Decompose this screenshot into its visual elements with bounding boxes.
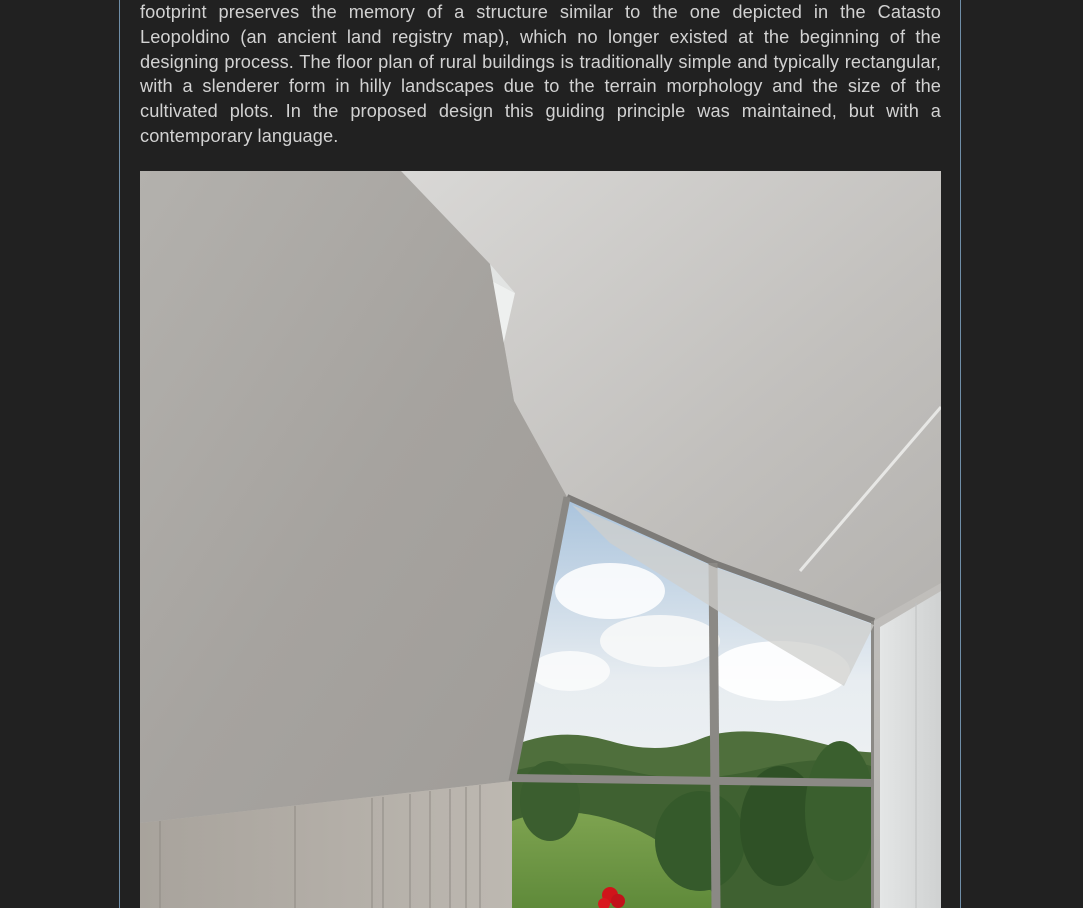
interior-photo bbox=[140, 171, 941, 908]
article-column bbox=[119, 0, 961, 908]
article-paragraph: footprint preserves the memory of a structure similar to the one depicted in the Catasto Leopoldino (an ancient land registry map), which no longer existed at the beginning of the designing process. The floor plan of rural buildings is traditionally simple and typically rectangular, with a slenderer form in hilly landscapes due to the terrain morphology and the size of the cultivated plots. In the proposed design this guiding principle was maintained, but with a contemporary language. bbox=[140, 2, 941, 146]
